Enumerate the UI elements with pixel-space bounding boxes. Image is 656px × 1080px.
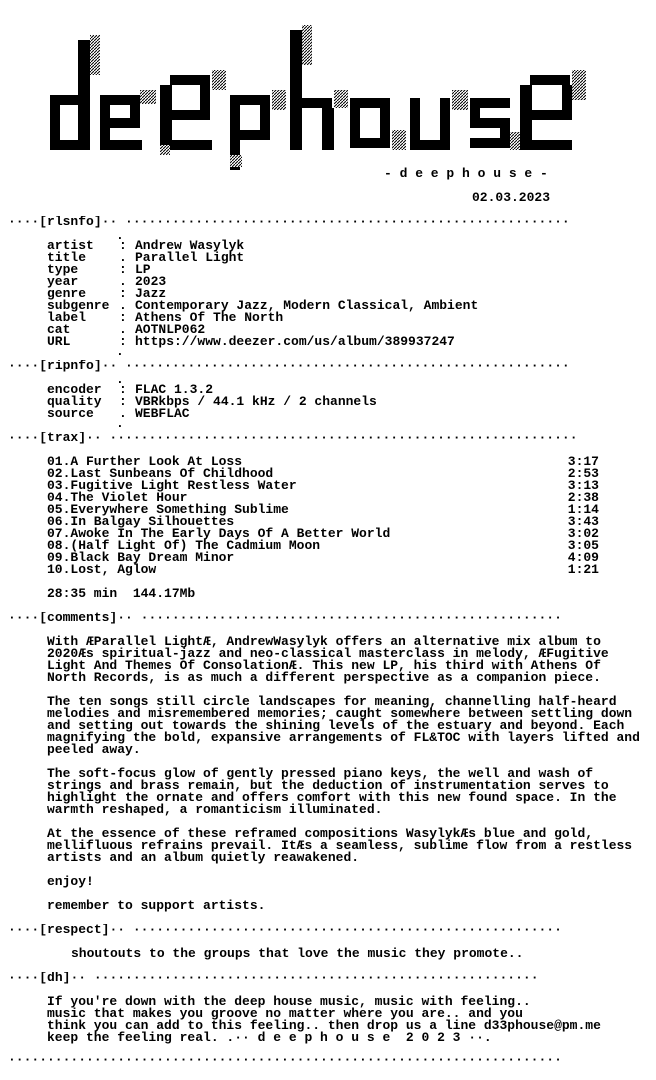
comment-paragraph: The ten songs still circle landscapes for meaning, channelling half-heard melodies and misremembered memories; caught somewhere between settling down and setting out towards the shining levels of the estuary and beyond. Each magnifying the bold, expansive arrangements of FL&TOC with layers lifted and peeled away. bbox=[47, 694, 640, 757]
release-field-key: artist bbox=[47, 238, 94, 253]
comment-enjoy: enjoy! bbox=[47, 874, 94, 889]
release-field-key: subgenre bbox=[47, 298, 110, 313]
release-field-value: LP bbox=[135, 262, 151, 277]
section-label-comments: [comments] bbox=[39, 612, 118, 624]
release-field-separator: . bbox=[119, 250, 127, 265]
separator-rlsnfo: ····[rlsnfo]·· ························································· bbox=[8, 216, 570, 228]
track-duration: 2:53 bbox=[567, 466, 599, 481]
release-field-value: Jazz bbox=[135, 286, 167, 301]
rip-field-separator: : bbox=[119, 382, 127, 397]
separator-ripnfo: ····[ripnfo]·· ························································· bbox=[8, 360, 570, 372]
release-field-separator: : bbox=[119, 286, 127, 301]
rip-field-key: encoder bbox=[47, 382, 102, 397]
release-field-key: year bbox=[47, 274, 79, 289]
track-duration: 3:05 bbox=[567, 538, 599, 553]
comment-paragraph: With ÆParallel LightÆ, AndrewWasylyk offers an alternative mix album to 2020Æs spiritual-jazz and neo-classical masterclass in melody, ÆFugitive Light And Themes Of ConsolationÆ. This new LP, his third with Athens Of North Records, is as much a different perspective as a companion piece. bbox=[47, 634, 609, 685]
section-label-trax: [trax] bbox=[39, 432, 87, 444]
colon-decoration: . bbox=[116, 344, 124, 359]
release-field-row bbox=[47, 336, 478, 348]
rip-field-separator: . bbox=[119, 406, 127, 421]
release-field-separator: : bbox=[119, 334, 127, 349]
track-title: 10.Lost, Aglow bbox=[47, 562, 157, 577]
separator-respect: ····[respect]·· ······················································· bbox=[8, 924, 562, 936]
separator-footer: ······································································· bbox=[8, 1054, 562, 1066]
release-date: 02.03.2023 bbox=[472, 190, 551, 205]
release-field-row bbox=[47, 312, 478, 324]
rip-info bbox=[47, 384, 377, 420]
release-field-value: 2023 bbox=[135, 274, 167, 289]
track-title: 05.Everywhere Something Sublime bbox=[47, 502, 289, 517]
release-field-value: Andrew Wasylyk bbox=[135, 238, 245, 253]
deephouse-logo bbox=[40, 20, 620, 170]
release-field-value: Athens Of The North bbox=[135, 310, 284, 325]
track-duration: 1:14 bbox=[567, 502, 599, 517]
track-title: 01.A Further Look At Loss bbox=[47, 454, 243, 469]
release-field-row bbox=[47, 240, 478, 252]
tagline: - d e e p h o u s e - bbox=[384, 166, 548, 181]
dh-line: think you can add to this feeling.. then drop us a line d33phouse@pm.me bbox=[47, 1018, 601, 1033]
release-field-row bbox=[47, 252, 478, 264]
track-title: 02.Last Sunbeans Of Childhood bbox=[47, 466, 274, 481]
rip-field-key: quality bbox=[47, 394, 102, 409]
section-label-dh: [dh] bbox=[39, 972, 71, 984]
rip-field-separator: : bbox=[119, 394, 127, 409]
release-field-value: https://www.deezer.com/us/album/389937247 bbox=[135, 334, 455, 349]
rip-field-value: WEBFLAC bbox=[135, 406, 190, 421]
separator-trax: ····[trax]·· ···························································· bbox=[8, 432, 578, 444]
release-field-separator: . bbox=[119, 298, 127, 313]
track-title: 04.The Violet Hour bbox=[47, 490, 188, 505]
rip-field-value: FLAC 1.3.2 bbox=[135, 382, 214, 397]
release-field-key: label bbox=[47, 310, 87, 325]
colon-decoration: . bbox=[116, 372, 124, 387]
track-duration: 4:09 bbox=[567, 550, 599, 565]
dh-line: keep the feeling real. .·· d e e p h o u s e 2 0 2 3 ··. bbox=[47, 1030, 492, 1045]
total-length: 28:35 min 144.17Mb bbox=[47, 586, 196, 601]
release-field-key: type bbox=[47, 262, 79, 277]
dh-line: music that makes you groove no matter where you are.. and you bbox=[47, 1006, 523, 1021]
track-duration: 2:38 bbox=[567, 490, 599, 505]
release-field-separator: : bbox=[119, 238, 127, 253]
release-field-key: title bbox=[47, 250, 87, 265]
release-field-value: Contemporary Jazz, Modern Classical, Ambient bbox=[135, 298, 479, 313]
track-title: 03.Fugitive Light Restless Water bbox=[47, 478, 297, 493]
section-label-ripnfo: [ripnfo] bbox=[39, 360, 102, 372]
track-title: 06.In Balgay Silhouettes bbox=[47, 514, 235, 529]
release-field-key: URL bbox=[47, 334, 71, 349]
track-duration: 1:21 bbox=[567, 562, 599, 577]
comment-paragraph: At the essence of these reframed compositions WasylykÆs blue and gold, mellifluous refrains prevail. ItÆs a seamless, sublime flow from a restless artists and an album quietly reawakened. bbox=[47, 826, 633, 865]
separator-comments: ····[comments]·· ······················································ bbox=[8, 612, 562, 624]
release-field-value: Parallel Light bbox=[135, 250, 245, 265]
rip-field-row bbox=[47, 396, 377, 408]
track-duration: 3:13 bbox=[567, 478, 599, 493]
release-field-key: cat bbox=[47, 322, 71, 337]
release-field-row bbox=[47, 276, 478, 288]
release-field-key: genre bbox=[47, 286, 87, 301]
track-duration: 3:02 bbox=[567, 526, 599, 541]
section-label-rlsnfo: [rlsnfo] bbox=[39, 216, 102, 228]
respect-text: shoutouts to the groups that love the music they promote.. bbox=[71, 946, 524, 961]
rip-field-key: source bbox=[47, 406, 94, 421]
release-field-separator: . bbox=[119, 274, 127, 289]
release-field-separator: : bbox=[119, 262, 127, 277]
track-list bbox=[47, 456, 599, 576]
release-field-separator: : bbox=[119, 310, 127, 325]
release-field-value: AOTNLP062 bbox=[135, 322, 206, 337]
section-label-respect: [respect] bbox=[39, 924, 110, 936]
track-title: 08.(Half Light Of) The Cadmium Moon bbox=[47, 538, 321, 553]
colon-decoration: . bbox=[116, 416, 124, 431]
track-duration: 3:43 bbox=[567, 514, 599, 529]
rip-field-value: VBRkbps / 44.1 kHz / 2 channels bbox=[135, 394, 377, 409]
track-row bbox=[47, 564, 599, 576]
release-field-row bbox=[47, 264, 478, 276]
track-duration: 3:17 bbox=[567, 454, 599, 469]
colon-decoration: . bbox=[116, 228, 124, 243]
track-title: 09.Black Bay Dream Minor bbox=[47, 550, 235, 565]
comment-support: remember to support artists. bbox=[47, 898, 266, 913]
comment-paragraph: The soft-focus glow of gently pressed piano keys, the well and wash of strings and brass remain, but the deduction of instrumentation serves to highlight the ornate and offers comfort with this new found space. In the warmth reshaped, a romanticism illuminated. bbox=[47, 766, 617, 817]
rip-field-row bbox=[47, 408, 377, 420]
release-field-separator: . bbox=[119, 322, 127, 337]
dh-line: If you're down with the deep house music, music with feeling.. bbox=[47, 994, 531, 1009]
release-info bbox=[47, 240, 478, 348]
separator-dh: ····[dh]·· ························································· bbox=[8, 972, 539, 984]
track-title: 07.Awoke In The Early Days Of A Better World bbox=[47, 526, 391, 541]
